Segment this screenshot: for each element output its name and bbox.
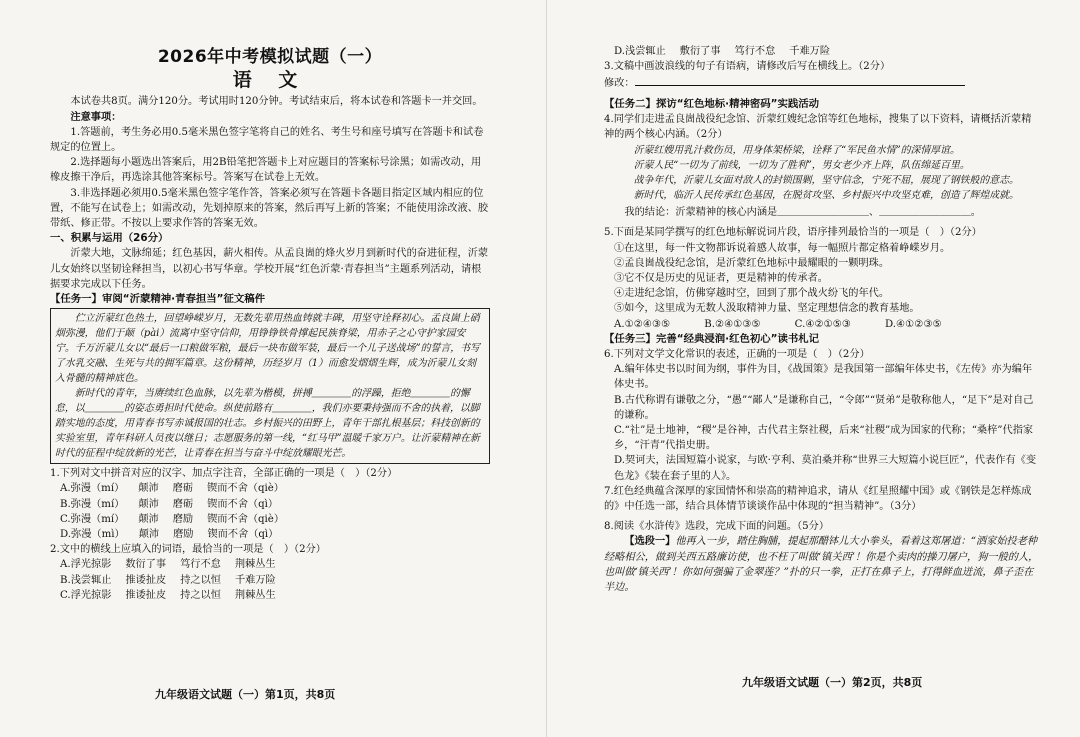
question-5: 5.下面是某同学撰写的红色地标解说词片段，语序排列最恰当的一项是（ ）（2分） (604, 227, 982, 239)
section-1-heading: 一、积累与运用（26分） (50, 232, 169, 245)
q5-item: ③它不仅是历史的见证者，更是精神的传承者。 (614, 273, 828, 285)
q5-item: ⑤如今，这里成为无数人汲取精神力量、坚定理想信念的教育基地。 (614, 303, 920, 315)
q1-option-d: D.弥漫（mì） 颠沛 磨励 锲而不舍（qì） (60, 529, 279, 541)
q4-answer-line: 我的结论：沂蒙精神的核心内涵是＿＿＿＿＿＿＿＿＿、＿＿＿＿＿＿＿＿＿。 (624, 207, 981, 219)
page-2-footer: 九年级语文试题（一）第2页，共8页 (742, 676, 923, 689)
question-4: 4.同学们走进孟良崮战役纪念馆、沂蒙红嫂纪念馆等红色地标，搜集了以下资料，请概括沂蒙精神的两个核心内涵。（2分） (604, 113, 1032, 141)
q5-item: ②孟良崮战役纪念馆，是沂蒙红色地标中最耀眼的一颗明珠。 (614, 257, 890, 269)
question-2: 2.文中的横线上应填入的词语，最恰当的一项是（ ）（2分） (50, 544, 326, 556)
page-divider (546, 0, 547, 737)
page-2 (604, 44, 1040, 724)
q2-option-d: D.浅尝辄止 敷衍了事 笃行不怠 千难万险 (614, 46, 831, 57)
q5-option-b: B.②④①③⑤ (704, 318, 761, 330)
q1-option-c: C.弥漫（mí） 颠沛 磨励 锲而不舍（qiè） (60, 513, 285, 525)
material-item: 战争年代，沂蒙儿女面对敌人的封锁围剿，坚守信念，宁死不屈，展现了钢铁般的意志。 (633, 175, 1019, 187)
question-3: 3.文稿中画波浪线的句子有语病，请修改后写在横线上。（2分） (604, 61, 891, 73)
question-1: 1.下列对文中拼音对应的汉字、加点字注音，全部正确的一项是（ ）（2分） (50, 468, 398, 480)
q5-option-d: D.④①②③⑤ (885, 318, 942, 330)
q1-option-a: A.弥漫（mí） 颠沛 磨砺 锲而不舍（qiè） (60, 483, 284, 495)
q2-option-a: A.浮光掠影 数衍了事 笃行不怠 荆棘丛生 (60, 559, 276, 571)
essay-paragraph: 新时代的青年，当赓续红色血脉，以先辈为楷模，拼搏＿＿＿＿的浮躁，拒绝＿＿＿＿的懈怠，以＿＿＿＿的姿态勇担时代使命。纵使前路有＿＿＿＿，我们亦要秉持强而不舍的执着，以脚踏实地的态度，用青春书写赤诚报国的壮志。乡村振兴的田野上，青年干部扎根基层；科技创新的实验室里，青年科研人员夜以继日；志愿服务的第一线，“红马甲”温暖千家万户。让沂蒙精神在新时代的征程中绽放新的光芒，让青春在担当与奋斗中绽放耀眼光芒。 (55, 388, 480, 460)
q6-option-c: C.“社”是土地神，“稷”是谷神，古代君主祭社稷，后来“社稷”成为国家的代称；“桑梓”代指家乡，“汗青”代指史册。 (614, 425, 1034, 452)
notice-1: 1.答题前，考生务必用0.5毫米黑色签字笔将自己的姓名、考生号和座号填写在答题卡和试卷规定的位置上。 (50, 126, 484, 154)
material-item: 沂蒙人民“一切为了前线，一切为了胜利”，男女老少齐上阵，队伍绵延百里。 (633, 160, 970, 172)
exam-title: 2026年中考模拟试题（一） (157, 47, 383, 67)
q6-option-a: A.编年体史书以时间为纲，事件为目，《战国策》是我国第一部编年体史书，《左传》亦为编年体史书。 (614, 364, 1033, 391)
essay-paragraph: 伫立沂蒙红色热土，回望峥嵘岁月，无数先辈用热血铸就丰碑，用坚守诠释初心。孟良崮上硝烟弥漫，他们于颠（pài）流离中坚守信仰，用铮铮铁骨撑起民族脊梁，用赤子之心守护家园安宁。千万沂蒙儿女以“最后一口粮做军粮，最后一块布做军装，最后一个儿子送战场”的誓言，书写了水乳交融、生死与共的拥军篇章。这份精神，历经岁月（1）而愈发熠熠生辉，成为沂蒙儿女刻入骨髓的精神底色。 (55, 313, 480, 385)
question-7: 7.红色经典蕴含深厚的家国情怀和崇高的精神追求，请从《红星照耀中国》或《钢铁是怎样炼成的》中任选一部，结合具体情节谈谈作品中体现的“担当精神”。（3分） (604, 485, 1032, 513)
notice-title: 注意事项： (70, 110, 122, 123)
page-1-footer: 九年级语文试题（一）第1页，共8页 (155, 688, 336, 701)
material-item: 沂蒙红嫂用乳汁救伤员，用身体架桥梁，诠释了“军民鱼水情”的深情厚谊。 (633, 145, 960, 157)
task-1-heading: 【任务一】审阅“沂蒙精神·青春担当”征文稿件 (50, 293, 266, 306)
task-2-heading: 【任务二】探访“红色地标·精神密码”实践活动 (604, 97, 820, 110)
q3-answer-line (604, 74, 1040, 91)
essay-box (50, 308, 490, 464)
notice-3: 3.非选择题必须用0.5毫米黑色签字笔作答，答案必须写在答题卡各题目指定区域内相应的位置，不能写在试卷上；如需改动，先划掉原来的答案，然后再写上新的答案；不能使用涂改液、胶带纸、修正带。不按以上要求作答的答案无效。 (50, 187, 489, 230)
q5-option-c: C.④②①⑤③ (794, 318, 851, 330)
q5-item: ④走进纪念馆，仿佛穿越时空，回到了那个战火纷飞的年代。 (614, 288, 890, 300)
excerpt-1 (604, 534, 1040, 595)
q5-option-a: A.①②④③⑤ (614, 318, 671, 330)
q2-option-b: B.浅尝辄止 推诿扯皮 持之以恒 千难万险 (60, 574, 276, 586)
q6-option-b: B.古代称谓有谦敬之分，“愚”“鄙人”是谦称自己，“令郎”“贤弟”是敬称他人，“足下”是对自己的谦称。 (614, 394, 1034, 421)
exam-subject: 语 文 (232, 69, 308, 92)
excerpt-text: 他再入一步，踏住胸脯，提起那醋钵儿大小拳头，看着这郑屠道：“洒家始投老种经略相公，做到关西五路廉访使，也不枉了叫做‘镇关西’！你是个卖肉的操刀屠户，狗一般的人，也叫做‘镇关西’！你如何强骗了金翠莲？”扑的只一拳，正打在鼻子上，打得鲜血迸流，鼻子歪在半边。 (604, 536, 1039, 594)
material-item: 新时代，临沂人民传承红色基因，在脱贫攻坚、乡村振兴中攻坚克难，创造了辉煌成就。 (633, 190, 1019, 202)
q5-item: ①在这里，每一件文物都诉说着感人故事，每一幅照片都定格着峥嵘岁月。 (614, 242, 951, 254)
exam-intro: 本试卷共8页。满分120分。考试用时120分钟。考试结束后，将本试卷和答题卡一并交回。 (70, 96, 483, 108)
section-1-intro: 沂蒙大地，文脉绵延；红色基因，薪火相传。从孟良崮的烽火岁月到新时代的奋进征程，沂蒙儿女始终以坚韧诠释担当，以初心书写华章。学校开展“红色沂蒙·青春担当”主题系列活动，请根据要求完成以下任务。 (50, 248, 489, 290)
excerpt-label: 【选段一】 (624, 535, 676, 548)
q2-option-c: C.浮光掠影 推诿扯皮 持之以恒 荆棘丛生 (60, 589, 276, 601)
q6-option-d: D.契诃夫，法国短篇小说家，与欧·亨利、莫泊桑并称“世界三大短篇小说巨匠”，代表作有《变色龙》《装在套子里的人》。 (614, 455, 1037, 482)
q1-option-b: B.弥漫（mí） 颠沛 磨砺 锲而不舍（qì） (60, 498, 279, 510)
question-8: 8.阅读《水浒传》选段，完成下面的问题。（5分） (604, 521, 830, 533)
q3-label: 修改： (604, 78, 635, 90)
q4-materials (604, 143, 1040, 203)
page-1 (50, 42, 490, 722)
question-6: 6.下列对文学文化常识的表述，正确的一项是（ ）（2分） (604, 349, 870, 361)
q5-options (604, 317, 1040, 332)
task-3-heading: 【任务三】完善“经典浸润·红色初心”读书札记 (604, 332, 820, 345)
notice-2: 2.选择题每小题选出答案后，用2B铅笔把答题卡上对应题目的答案标号涂黑；如需改动，用橡皮擦干净后，再选涂其他答案标号。答案写在试卷上无效。 (50, 157, 482, 184)
